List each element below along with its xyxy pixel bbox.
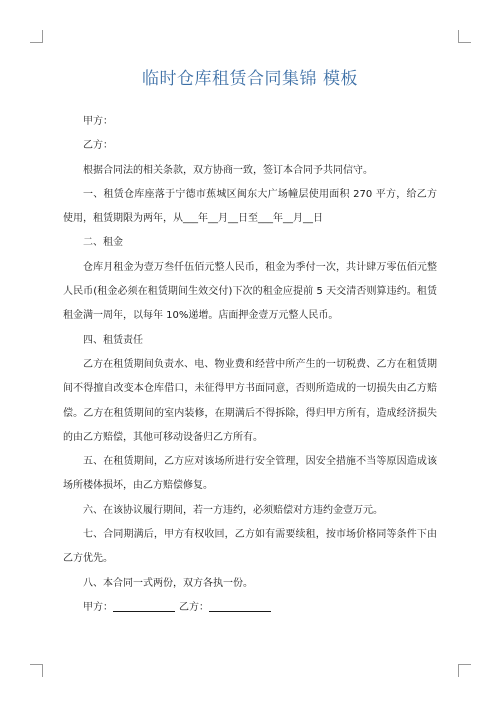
section-4-heading: 四、租赁责任 [83, 334, 143, 346]
signature-party-b-label: 乙方： [179, 601, 209, 613]
page-corner-mark-bottom-left [30, 664, 43, 677]
clause-8-copies: 八、本合同一式两份，双方各执一份。 [83, 577, 253, 589]
clause-5-safety: 五、在租赁期间，乙方应对该场所进行安全管理，因安全措施不当等原因造成该场所楼体损坏，由乙方赔偿修复。 [63, 456, 437, 492]
party-a-line: 甲方： [83, 116, 113, 127]
signature-party-a-label: 甲方： [83, 601, 113, 613]
page-corner-mark-top-left [30, 30, 43, 43]
party-b-line: 乙方： [83, 140, 113, 152]
intro-paragraph: 根据合同法的相关条款，双方协商一致，签订本合同予共同信守。 [83, 164, 373, 176]
page-corner-mark-top-right [458, 30, 471, 43]
page-corner-mark-bottom-right [458, 664, 471, 677]
signature-party-a-blank [113, 601, 175, 612]
signature-party-b-blank [209, 601, 271, 612]
clause-7-renewal: 七、合同期满后，甲方有权收回，乙方如有需要续租，按市场价格同等条件下由乙方优先。 [63, 529, 437, 565]
clause-2-rent: 仓库月租金为壹万叁仟伍佰元整人民币，租金为季付一次，共计肆万零伍佰元整人民币(租金必须在租赁期间生效交付)下次的租金应提前 5 天交清否则算违约。租赁租金满一周年，以每年 10%递增。店面押金壹万元整人民币。 [63, 261, 437, 322]
document-body [63, 110, 437, 620]
document-title: 临时仓库租赁合同集锦 模板 [142, 69, 358, 89]
clause-6-breach: 六、在该协议履行期间，若一方违约，必须赔偿对方违约金壹万元。 [83, 504, 383, 516]
clause-4-responsibilities: 乙方在租赁期间负责水、电、物业费和经营中所产生的一切税费、乙方在租赁期间不得擅自改变本仓库借口，未征得甲方书面同意，否则所造成的一切损失由乙方赔偿。乙方在租赁期间的室内装修，在期满后不得拆除，得归甲方所有，造成经济损失的由乙方赔偿，其他可移动设备归乙方所有。 [63, 358, 437, 443]
clause-1-premises: 一、租赁仓库座落于宁德市蕉城区闽东大广场幢层使用面积 270 平方，给乙方使用，租赁期限为两年，从___年__月__日至___年__月__日 [63, 188, 437, 225]
section-2-heading: 二、租金 [83, 237, 123, 249]
signature-line [63, 596, 437, 620]
